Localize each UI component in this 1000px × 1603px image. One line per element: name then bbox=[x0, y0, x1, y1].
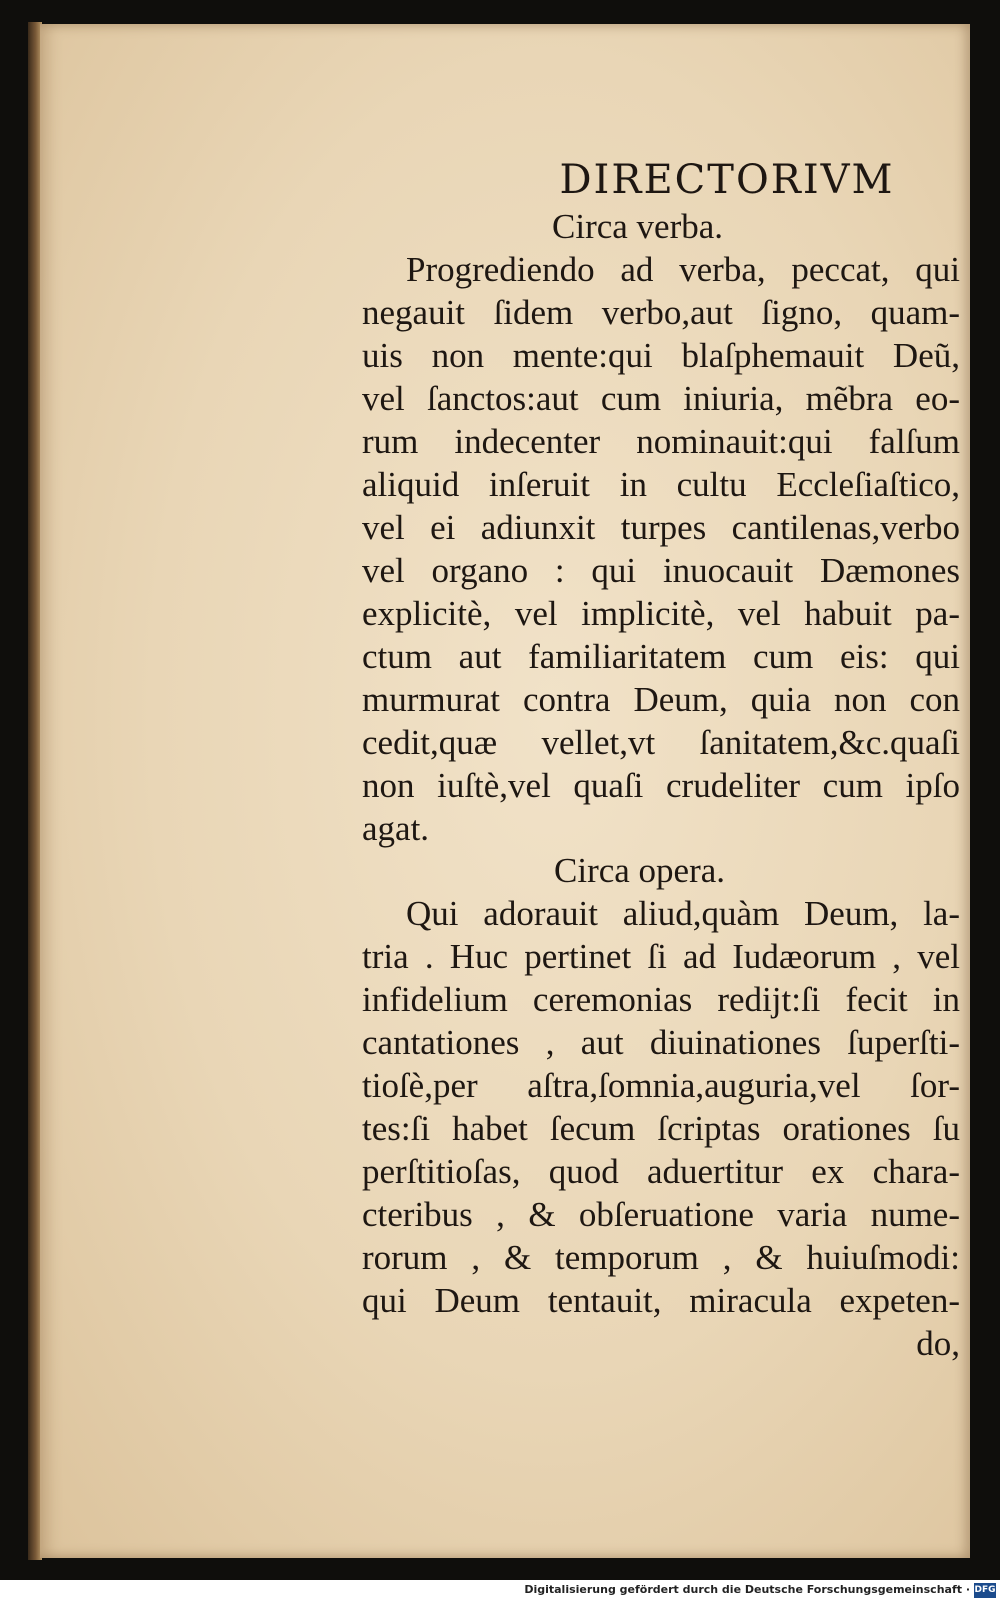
text-line: perſtitioſas, quod aduertitur ex chara- bbox=[362, 1152, 960, 1191]
text-line: aliquid inſeruit in cultu Eccleſiaſtico, bbox=[362, 465, 960, 504]
text-line: tioſè,per aſtra,ſomnia,auguria,vel ſor- bbox=[362, 1066, 960, 1105]
section-verba-body bbox=[362, 248, 962, 850]
dfg-logo: DFG bbox=[974, 1583, 996, 1598]
footer-bar bbox=[0, 1580, 1000, 1603]
section-heading-opera: Circa opera. bbox=[554, 851, 726, 890]
text-line: infidelium ceremonias redijt:ſi fecit in bbox=[362, 980, 960, 1019]
running-head: DIRECTORIVM bbox=[559, 157, 895, 203]
text-line: explicitè, vel implicitè, vel habuit pa- bbox=[362, 594, 960, 633]
text-line: rum indecenter nominauit:qui falſum bbox=[362, 422, 960, 461]
text-line: uis non mente:qui blaſphemauit Deũ, bbox=[362, 336, 960, 375]
text-line: rorum , & temporum , & huiuſmodi: bbox=[362, 1238, 960, 1277]
text-line: cantationes , aut diuinationes ſuperſti- bbox=[362, 1023, 960, 1062]
text-line: Qui adorauit aliud,quàm Deum, la- bbox=[406, 894, 960, 933]
text-line: agat. bbox=[362, 809, 430, 848]
catchword: do, bbox=[916, 1324, 960, 1363]
text-block bbox=[362, 154, 962, 1365]
text-line: Progrediendo ad verba, peccat, qui bbox=[406, 250, 960, 289]
text-line: vel organo : qui inuocauit Dæmones bbox=[362, 551, 960, 590]
text-line: non iuſtè,vel quaſi crudeliter cum ipſo bbox=[362, 766, 960, 805]
text-line: vel ei adiunxit turpes cantilenas,verbo bbox=[362, 508, 960, 547]
text-line: cedit,quæ vellet,vt ſanitatem,&c.quaſi bbox=[362, 723, 960, 762]
funding-credit: Digitalisierung gefördert durch die Deutsche Forschungsgemeinschaft · bbox=[524, 1583, 970, 1596]
book-page bbox=[40, 24, 970, 1558]
text-line: negauit ſidem verbo,aut ſigno, quam- bbox=[362, 293, 960, 332]
text-line: tes:ſi habet ſecum ſcriptas orationes ſu bbox=[362, 1109, 960, 1148]
text-line: cteribus , & obſeruatione varia nume- bbox=[362, 1195, 960, 1234]
text-line: tria . Huc pertinet ſi ad Iudæorum , vel bbox=[362, 937, 960, 976]
text-line: vel ſanctos:aut cum iniuria, mẽbra eo- bbox=[362, 379, 960, 418]
section-heading-verba: Circa verba. bbox=[552, 207, 724, 246]
text-line: ctum aut familiaritatem cum eis: qui bbox=[362, 637, 960, 676]
section-opera-body bbox=[362, 892, 962, 1365]
text-line: qui Deum tentauit, miracula expeten- bbox=[362, 1281, 960, 1320]
text-line: murmurat contra Deum, quia non con bbox=[362, 680, 960, 719]
